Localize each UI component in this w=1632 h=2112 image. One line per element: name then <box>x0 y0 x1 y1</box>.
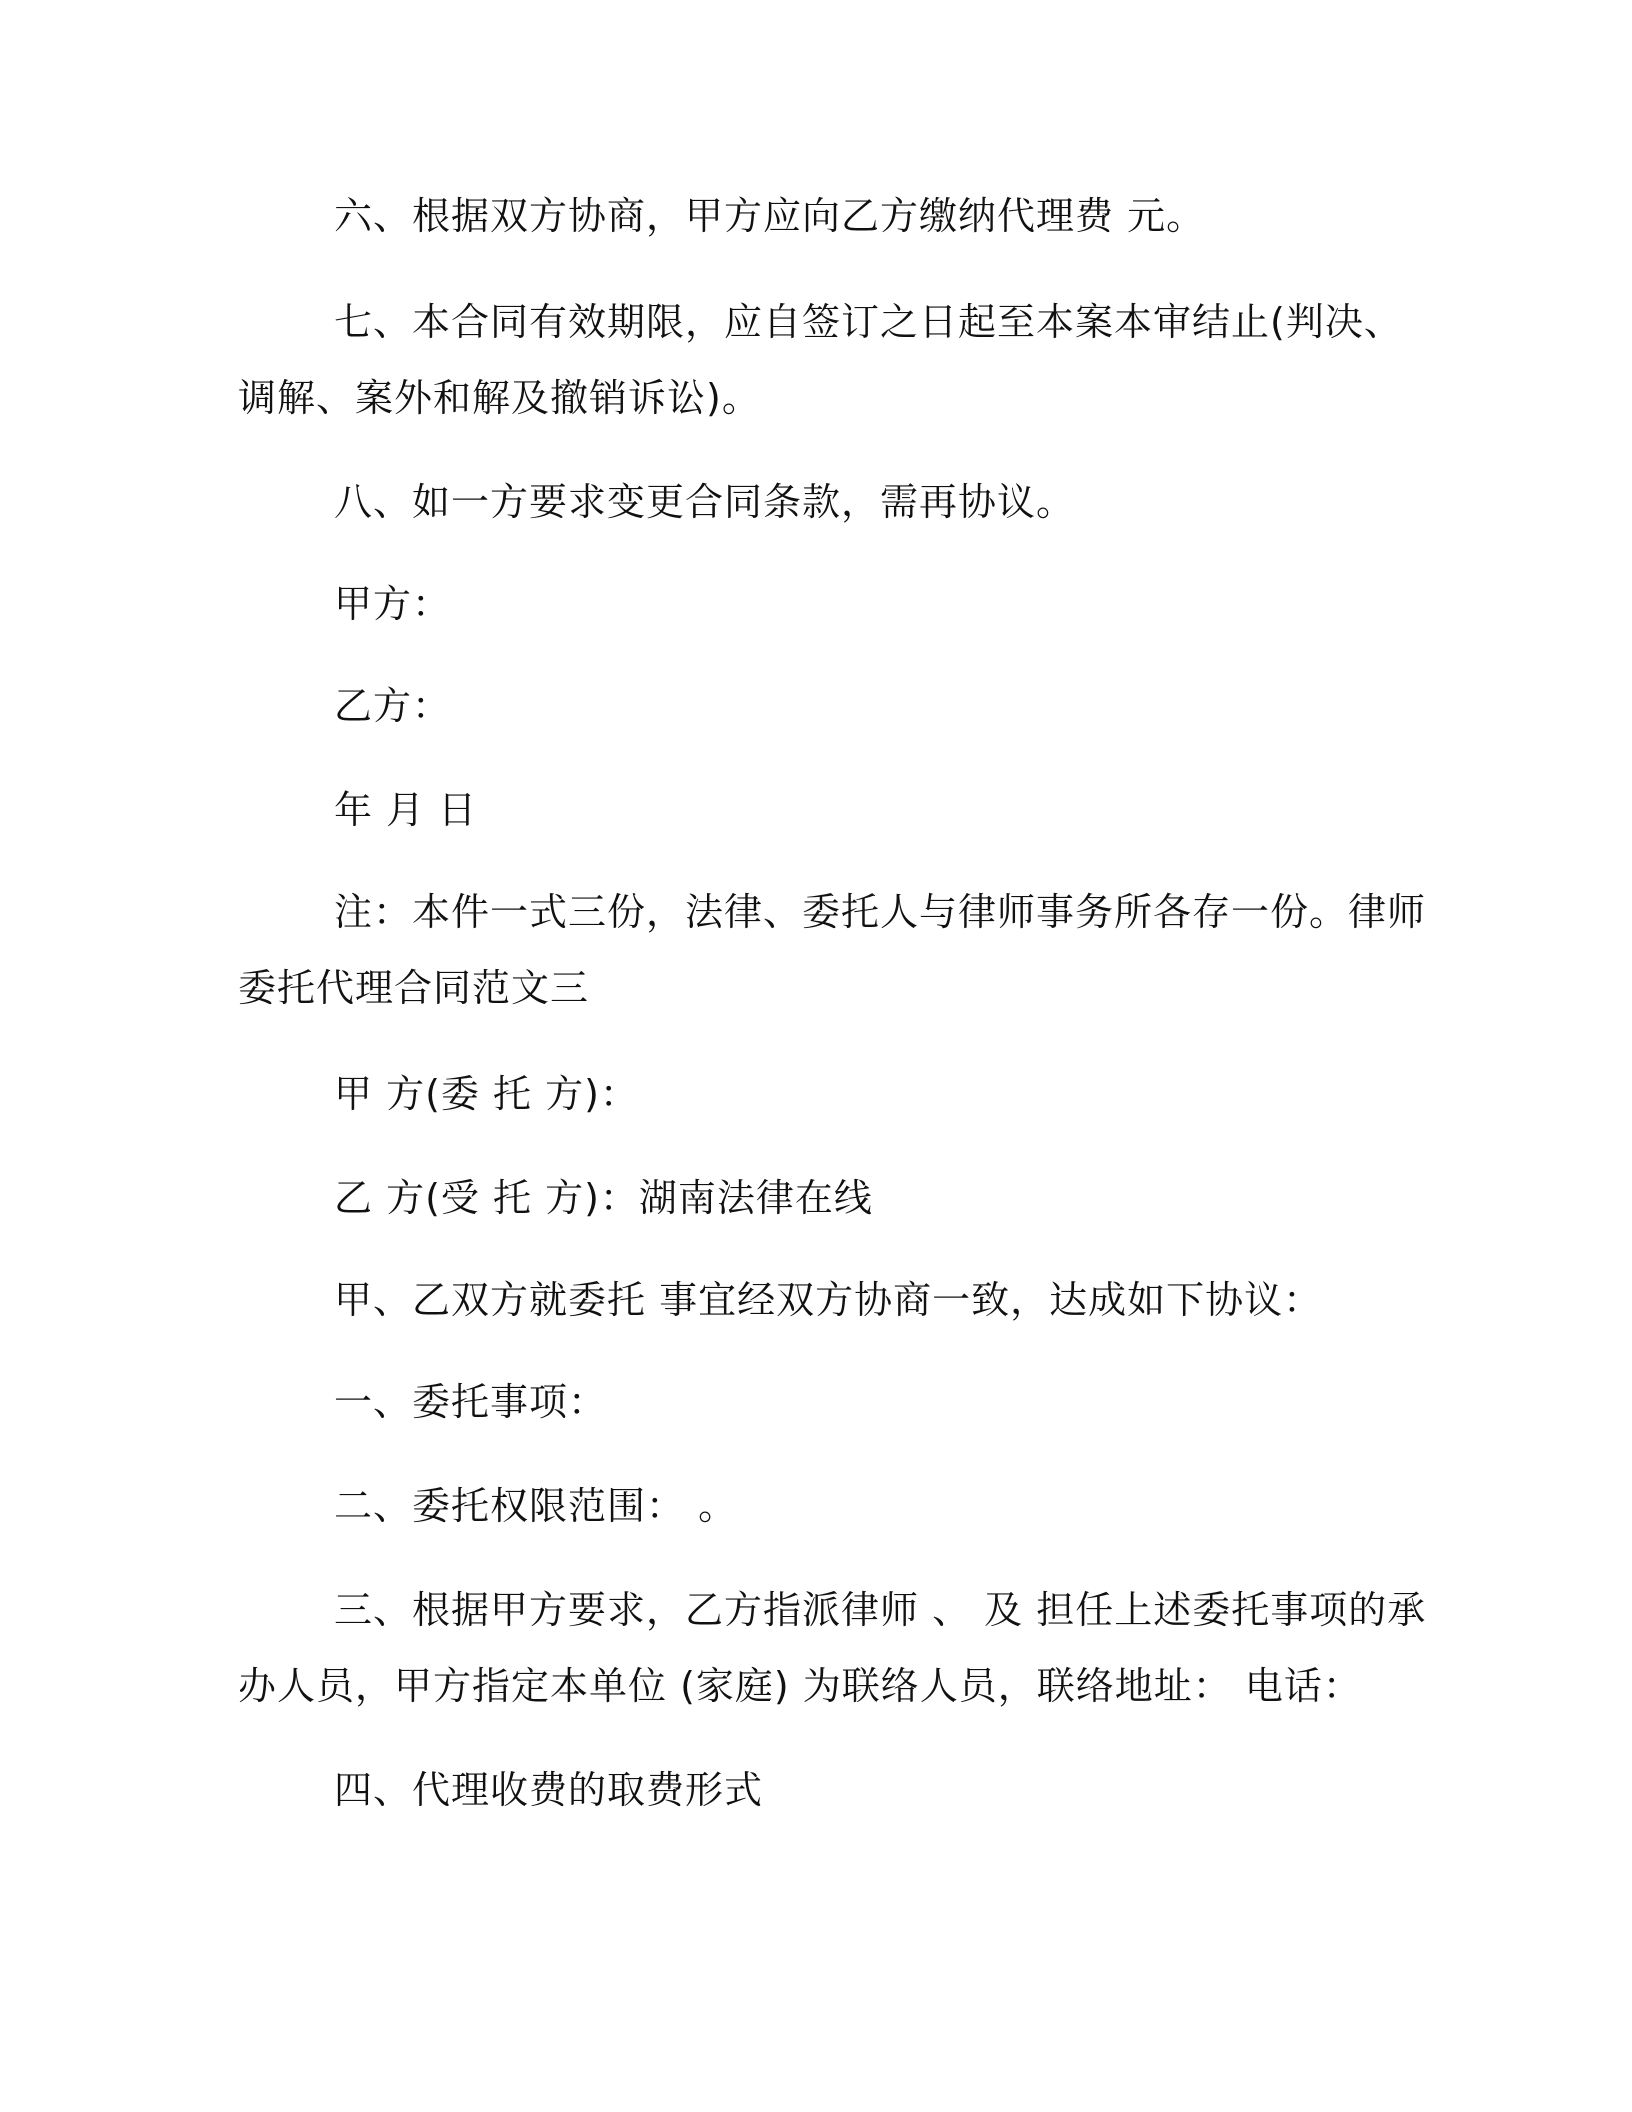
paragraph-note <box>238 874 1427 1026</box>
paragraph-line: 乙 方(受 托 方)：湖南法律在线 <box>334 1176 873 1220</box>
paragraph-line: 二、委托权限范围： 。 <box>334 1484 738 1528</box>
clause-entrusted-matters <box>238 1364 1378 1440</box>
party-a-signature <box>238 566 1378 642</box>
paragraph-line: 年 月 日 <box>334 788 478 832</box>
paragraph-validity <box>238 284 1403 436</box>
paragraph-fee <box>238 178 1378 254</box>
party-b-line <box>238 1160 1378 1236</box>
paragraph-line: 四、代理收费的取费形式 <box>334 1768 764 1812</box>
paragraph-line: 三、根据甲方要求，乙方指派律师 、 及 担任上述委托事项的承 <box>334 1588 1427 1632</box>
paragraph-line: 乙方： <box>334 684 452 728</box>
clause-assigned-lawyers <box>238 1572 1427 1724</box>
paragraph-line: 甲 方(委 托 方)： <box>334 1072 639 1116</box>
paragraph-line: 甲、乙双方就委托 事宜经双方协商一致，达成如下协议： <box>334 1278 1323 1322</box>
paragraph-line: 甲方： <box>334 582 452 626</box>
party-a-line <box>238 1056 1378 1132</box>
paragraph-line: 调解、案外和解及撤销诉讼)。 <box>238 376 761 420</box>
paragraph-agreement <box>238 1262 1378 1338</box>
paragraph-line: 委托代理合同范文三 <box>238 966 590 1010</box>
clause-authority-scope <box>238 1468 1378 1544</box>
clause-fee-form <box>238 1752 1378 1828</box>
signature-date <box>238 772 1378 848</box>
paragraph-line: 注：本件一式三份，法律、委托人与律师事务所各存一份。律师 <box>334 890 1427 934</box>
paragraph-amendment <box>238 464 1378 540</box>
paragraph-line: 办人员，甲方指定本单位 (家庭) 为联络人员，联络地址： 电话： <box>238 1664 1362 1708</box>
paragraph-line: 七、本合同有效期限，应自签订之日起至本案本审结止(判决、 <box>334 300 1403 344</box>
paragraph-line: 六、根据双方协商，甲方应向乙方缴纳代理费 元。 <box>334 194 1206 238</box>
paragraph-line: 八、如一方要求变更合同条款，需再协议。 <box>334 480 1076 524</box>
paragraph-line: 一、委托事项： <box>334 1380 608 1424</box>
party-b-signature <box>238 668 1378 744</box>
